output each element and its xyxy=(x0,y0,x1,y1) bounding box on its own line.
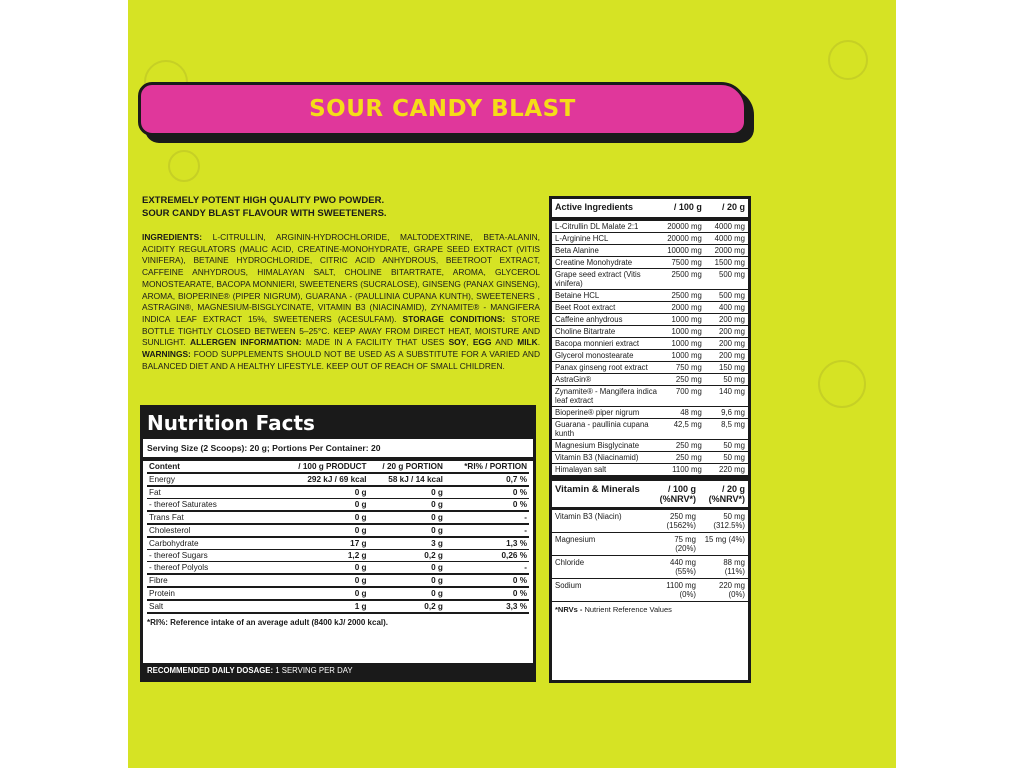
ingredient-amount-100g: 1000 mg xyxy=(662,338,705,350)
ingredient-amount-100g: 1000 mg xyxy=(662,350,705,362)
active-ingredient-row xyxy=(552,233,748,245)
flavour-banner xyxy=(138,82,747,136)
active-ingredient-row xyxy=(552,407,748,419)
nutrition-value-100g: 0 g xyxy=(292,562,368,575)
ingredient-name: Zynamite® - Mangifera indica leaf extract xyxy=(552,386,662,407)
nutrition-value-100g: 292 kJ / 69 kcal xyxy=(292,473,368,486)
ingredient-amount-20g: 500 mg xyxy=(705,269,748,290)
nutrition-value-100g: 0 g xyxy=(292,486,368,499)
ingredient-amount-100g: 2500 mg xyxy=(662,269,705,290)
vitamin-row xyxy=(552,556,748,579)
nutrition-row xyxy=(147,550,529,562)
vitamin-amount-100g: 250 mg (1562%) xyxy=(650,509,699,533)
nutrition-value-100g: 0 g xyxy=(292,524,368,537)
nutrition-header: / 100 g PRODUCT xyxy=(292,461,368,473)
intro-line-2: SOUR CANDY BLAST FLAVOUR WITH SWEETENERS. xyxy=(142,208,387,219)
active-ingredient-row xyxy=(552,440,748,452)
ingredient-amount-100g: 20000 mg xyxy=(662,219,705,233)
nutrition-value-100g: 0 g xyxy=(292,587,368,600)
banner-title: SOUR CANDY BLAST xyxy=(309,96,576,122)
nutrition-facts-panel xyxy=(140,405,536,682)
ingredient-amount-20g: 8,5 mg xyxy=(705,419,748,440)
active-ingredient-row xyxy=(552,302,748,314)
ingredient-name: Panax ginseng root extract xyxy=(552,362,662,374)
nutrition-value-100g: 0 g xyxy=(292,511,368,524)
active-ingredient-row xyxy=(552,245,748,257)
ingredient-amount-20g: 400 mg xyxy=(705,302,748,314)
nutrition-value-20g: 0 g xyxy=(369,574,445,587)
nutrition-row xyxy=(147,473,529,486)
nutrition-ri: 0 % xyxy=(445,574,529,587)
ingredients-text xyxy=(142,232,540,372)
allergen-egg: EGG xyxy=(472,337,492,348)
ingredient-name: Bioperine® piper nigrum xyxy=(552,407,662,419)
nutrition-header: *RI% / PORTION xyxy=(445,461,529,473)
nutrition-header: Content xyxy=(147,461,292,473)
nutrition-label: Trans Fat xyxy=(147,511,292,524)
active-ingredients-panel xyxy=(549,196,751,683)
doodle-circle xyxy=(168,150,200,182)
nutrition-value-20g: 0,2 g xyxy=(369,600,445,613)
active-ingredient-row xyxy=(552,464,748,476)
ingredient-amount-100g: 20000 mg xyxy=(662,233,705,245)
vitamin-name: Magnesium xyxy=(552,533,650,556)
nutrition-label: Salt xyxy=(147,600,292,613)
nutrition-label: Fat xyxy=(147,486,292,499)
nutrition-row xyxy=(147,499,529,512)
ingredient-amount-100g: 250 mg xyxy=(662,374,705,386)
ingredient-name: Betaine HCL xyxy=(552,290,662,302)
nutrition-ri: 0 % xyxy=(445,587,529,600)
nutrition-row xyxy=(147,537,529,550)
vitamin-row xyxy=(552,509,748,533)
active-ingredient-row xyxy=(552,452,748,464)
nutrition-header: / 20 g PORTION xyxy=(369,461,445,473)
nutrition-label: Energy xyxy=(147,473,292,486)
ingredient-amount-100g: 700 mg xyxy=(662,386,705,407)
active-ingredient-row xyxy=(552,386,748,407)
nutrition-ri: 0,26 % xyxy=(445,550,529,562)
active-ingredient-row xyxy=(552,326,748,338)
intro-line-1: EXTREMELY POTENT HIGH QUALITY PWO POWDER. xyxy=(142,195,385,206)
active-ingredient-row xyxy=(552,269,748,290)
nutrition-row xyxy=(147,511,529,524)
vitamin-name: Chloride xyxy=(552,556,650,579)
vitamins-minerals-section xyxy=(552,476,748,602)
active-header: / 100 g xyxy=(662,199,705,219)
allergen-heading: ALLERGEN INFORMATION: xyxy=(190,337,302,348)
ingredient-amount-20g: 4000 mg xyxy=(705,233,748,245)
nutrition-value-100g: 0 g xyxy=(292,499,368,512)
allergen-milk: MILK xyxy=(517,337,538,348)
nutrition-ri: - xyxy=(445,524,529,537)
ingredient-name: Magnesium Bisglycinate xyxy=(552,440,662,452)
active-ingredient-row xyxy=(552,219,748,233)
nutrition-value-20g: 3 g xyxy=(369,537,445,550)
nutrition-row xyxy=(147,574,529,587)
active-ingredient-row xyxy=(552,362,748,374)
nutrition-value-100g: 0 g xyxy=(292,574,368,587)
nutrition-label: Cholesterol xyxy=(147,524,292,537)
ingredient-amount-20g: 500 mg xyxy=(705,290,748,302)
active-ingredient-row xyxy=(552,338,748,350)
nutrition-label: - thereof Polyols xyxy=(147,562,292,575)
vitamins-header: / 20 g (%NRV*) xyxy=(699,479,748,509)
active-header-row xyxy=(552,199,748,219)
doodle-circle xyxy=(818,360,866,408)
active-ingredient-row xyxy=(552,290,748,302)
ingredient-amount-20g: 200 mg xyxy=(705,314,748,326)
nutrition-ri: 0 % xyxy=(445,499,529,512)
doodle-circle xyxy=(828,40,868,80)
serving-size: Serving Size (2 Scoops): 20 g; Portions Per Container: 20 xyxy=(143,439,533,461)
nutrition-label: Fibre xyxy=(147,574,292,587)
active-ingredient-row xyxy=(552,257,748,269)
nutrition-ri: 3,3 % xyxy=(445,600,529,613)
active-header: Active Ingredients xyxy=(552,199,662,219)
ingredient-name: Caffeine anhydrous xyxy=(552,314,662,326)
ingredient-amount-20g: 140 mg xyxy=(705,386,748,407)
ingredient-amount-100g: 250 mg xyxy=(662,440,705,452)
ingredient-name: Grape seed extract (Vitis vinifera) xyxy=(552,269,662,290)
nutrition-value-20g: 0 g xyxy=(369,499,445,512)
ingredient-amount-20g: 200 mg xyxy=(705,350,748,362)
nutrition-row xyxy=(147,562,529,575)
ingredient-amount-100g: 2000 mg xyxy=(662,302,705,314)
ingredient-name: AstraGin® xyxy=(552,374,662,386)
active-header: / 20 g xyxy=(705,199,748,219)
ingredient-amount-100g: 250 mg xyxy=(662,452,705,464)
nutrition-ri: - xyxy=(445,511,529,524)
allergen-sep: , xyxy=(466,337,469,348)
nutrition-row xyxy=(147,587,529,600)
allergen-and: AND xyxy=(495,337,513,348)
ingredient-name: Creatine Monohydrate xyxy=(552,257,662,269)
ingredient-amount-100g: 1000 mg xyxy=(662,326,705,338)
nutrition-row xyxy=(147,600,529,613)
vitamins-table xyxy=(552,476,748,602)
vitamins-header: / 100 g (%NRV*) xyxy=(650,479,699,509)
nutrition-value-20g: 0 g xyxy=(369,562,445,575)
ingredient-name: Beta Alanine xyxy=(552,245,662,257)
ingredient-amount-100g: 42,5 mg xyxy=(662,419,705,440)
vitamin-amount-100g: 1100 mg (0%) xyxy=(650,579,699,602)
vitamin-amount-20g: 15 mg (4%) xyxy=(699,533,748,556)
nutrition-value-100g: 17 g xyxy=(292,537,368,550)
ingredient-name: L-Citrullin DL Malate 2:1 xyxy=(552,219,662,233)
ingredient-amount-100g: 7500 mg xyxy=(662,257,705,269)
nutrition-ri: - xyxy=(445,562,529,575)
nutrition-footnote: *RI%: Reference intake of an average adult (8400 kJ/ 2000 kcal). xyxy=(147,618,389,627)
ingredient-amount-100g: 2500 mg xyxy=(662,290,705,302)
active-ingredient-row xyxy=(552,350,748,362)
vitamin-name: Vitamin B3 (Niacin) xyxy=(552,509,650,533)
vitamins-header: Vitamin & Minerals xyxy=(552,479,650,509)
nutrition-value-20g: 0 g xyxy=(369,486,445,499)
vitamin-row xyxy=(552,579,748,602)
active-ingredients-table xyxy=(552,199,748,476)
daily-dosage xyxy=(143,663,533,679)
nutrition-value-20g: 0,2 g xyxy=(369,550,445,562)
active-ingredient-row xyxy=(552,419,748,440)
nutrition-label: - thereof Sugars xyxy=(147,550,292,562)
nutrition-value-100g: 1,2 g xyxy=(292,550,368,562)
vitamin-amount-20g: 50 mg (312.5%) xyxy=(699,509,748,533)
nutrition-value-20g: 0 g xyxy=(369,524,445,537)
warnings-heading: WARNINGS: xyxy=(142,349,191,360)
ingredient-amount-20g: 2000 mg xyxy=(705,245,748,257)
nutrition-value-20g: 0 g xyxy=(369,587,445,600)
ingredient-name: Beet Root extract xyxy=(552,302,662,314)
nutrition-row xyxy=(147,524,529,537)
ingredient-amount-20g: 150 mg xyxy=(705,362,748,374)
vitamin-amount-100g: 75 mg (20%) xyxy=(650,533,699,556)
vitamin-amount-100g: 440 mg (55%) xyxy=(650,556,699,579)
allergen-soy: SOY xyxy=(448,337,467,348)
vitamin-row xyxy=(552,533,748,556)
vitamin-amount-20g: 88 mg (11%) xyxy=(699,556,748,579)
nrv-footnote xyxy=(552,602,748,617)
ingredient-amount-20g: 1500 mg xyxy=(705,257,748,269)
allergen-text: MADE IN A FACILITY THAT USES xyxy=(305,337,445,348)
ingredients-heading: INGREDIENTS: xyxy=(142,232,203,242)
ingredient-amount-20g: 200 mg xyxy=(705,326,748,338)
ingredient-amount-20g: 9,6 mg xyxy=(705,407,748,419)
ingredient-name: Glycerol monostearate xyxy=(552,350,662,362)
ingredient-amount-100g: 10000 mg xyxy=(662,245,705,257)
ingredient-amount-20g: 200 mg xyxy=(705,338,748,350)
ingredient-amount-100g: 750 mg xyxy=(662,362,705,374)
nrv-text: Nutrient Reference Values xyxy=(584,605,672,614)
storage-heading: STORAGE CONDITIONS: xyxy=(402,313,506,324)
dosage-text: 1 SERVING PER DAY xyxy=(275,666,353,675)
ingredient-amount-100g: 1000 mg xyxy=(662,314,705,326)
ingredient-name: Himalayan salt xyxy=(552,464,662,476)
nutrition-header-row xyxy=(147,461,529,473)
ingredient-name: L-Arginine HCL xyxy=(552,233,662,245)
ingredient-amount-20g: 50 mg xyxy=(705,452,748,464)
vitamin-amount-20g: 220 mg (0%) xyxy=(699,579,748,602)
ingredient-amount-100g: 48 mg xyxy=(662,407,705,419)
product-intro xyxy=(142,194,540,220)
nutrition-value-100g: 1 g xyxy=(292,600,368,613)
vitamin-name: Sodium xyxy=(552,579,650,602)
active-ingredient-row xyxy=(552,314,748,326)
ingredient-name: Guarana - paullinia cupana kunth xyxy=(552,419,662,440)
nutrition-ri: 0 % xyxy=(445,486,529,499)
nutrition-label: Carbohydrate xyxy=(147,537,292,550)
nutrition-ri: 1,3 % xyxy=(445,537,529,550)
nutrition-row xyxy=(147,486,529,499)
warnings-text: FOOD SUPPLEMENTS SHOULD NOT BE USED AS A SUBSTITUTE FOR A VARIED AND BALANCED DIET AND A HEALTHY LIFESTYLE. KEEP OUT OF REACH OF SMALL CHILDREN. xyxy=(142,349,540,371)
vitamins-header-row xyxy=(552,479,748,509)
active-ingredient-row xyxy=(552,374,748,386)
ingredient-amount-20g: 50 mg xyxy=(705,374,748,386)
ingredient-name: Choline Bitartrate xyxy=(552,326,662,338)
nutrition-table xyxy=(147,461,529,614)
nutrition-title: Nutrition Facts xyxy=(143,408,533,439)
ingredient-amount-20g: 50 mg xyxy=(705,440,748,452)
nrv-heading: *NRVs - xyxy=(555,605,583,614)
nutrition-value-20g: 58 kJ / 14 kcal xyxy=(369,473,445,486)
nutrition-value-20g: 0 g xyxy=(369,511,445,524)
nutrition-label: Protein xyxy=(147,587,292,600)
nutrition-label: - thereof Saturates xyxy=(147,499,292,512)
ingredient-name: Bacopa monnieri extract xyxy=(552,338,662,350)
dosage-heading: RECOMMENDED DAILY DOSAGE: xyxy=(147,666,274,675)
allergen-end: . xyxy=(537,337,541,348)
storage-text: STORE BOTTLE TIGHTLY CLOSED BETWEEN 5–25°C. KEEP AWAY FROM DIRECT HEAT, MOISTURE AND SUNLIGHT. xyxy=(142,313,540,348)
ingredient-amount-20g: 4000 mg xyxy=(705,219,748,233)
nutrition-ri: 0,7 % xyxy=(445,473,529,486)
ingredient-amount-20g: 220 mg xyxy=(705,464,748,476)
ingredients-list: L-CITRULLIN, ARGININ-HYDROCHLORIDE, MALTODEXTRINE, BETA-ALANIN, ACIDITY REGULATORS (MALIC ACID, CREATINE-MONOHYDRATE, GRAPE SEED EXTRACT (VITIS VINIFERA), BETAINE HYDROCHLORIDE, CITRIC ACID ANHYDROUS, BEETROOT EXTRACT, CAFFEINE ANHYDROUS, HIMALAYAN SALT, CHOLINE BITARTRATE, AROMA, GLYCEROL MONOSTEARATE, BACOPA MONNIERI, SWEETENERS (SUCRALOSE), GINSENG (PANAX GINSENG), AROMA, BIOPERINE® (PIPER NIGRUM), GUARANA - (PAULLINIA CUPANA KUNTH), SWEETENERS , ASTRAGIN®, MAGNESIUM-BISGLYCINATE, VITAMIN B3 (NIACINAMID), ZYNAMITE® - MANGIFERA INDICA LEAF EXTRACT 15%, SWEETENERS (ACESULFAM). xyxy=(142,232,540,324)
ingredient-amount-100g: 1100 mg xyxy=(662,464,705,476)
ingredient-name: Vitamin B3 (Niacinamid) xyxy=(552,452,662,464)
